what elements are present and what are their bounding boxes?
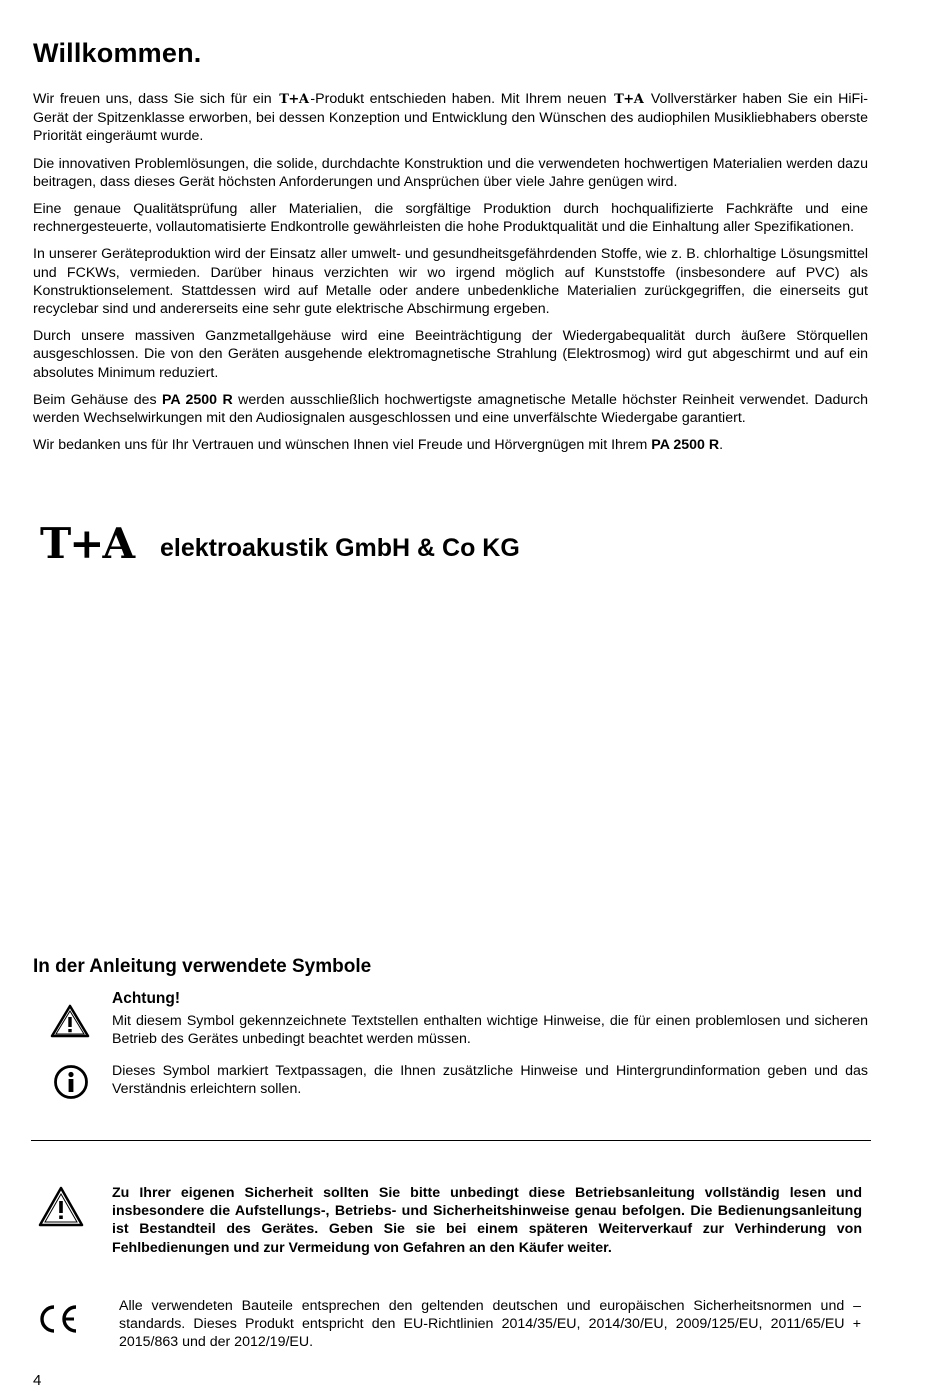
intro-paragraph-6: Beim Gehäuse des PA 2500 R werden ausschließlich hochwertigste amagnetische Metalle höchster Reinheit verwendet. Dadurch werden Wechselwirkungen mit den Audiosignalen ausgeschlossen und eine unverfälschte Wiedergabe garantiert. [33,391,868,427]
intro-paragraph-5: Durch unsere massiven Ganzmetallgehäuse wird eine Beeinträchtigung der Wiedergabequalität durch äußere Störquellen ausgeschlossen. Die von den Geräten ausgehende elektromagnetische Strahlung (Elektrosmog) wird gut abgeschirmt und auf ein absolutes Minimum reduziert. [33,328,868,381]
product-name: PA 2500 R [651,437,720,454]
brand-logo-inline: T+A [279,92,309,107]
intro-paragraph-1: Wir freuen uns, dass Sie sich für ein T+A -Produkt entschieden haben. Mit Ihrem neuen T+A Vollverstärker haben Sie ein HiFi-Gerät der Spitzenklasse erworben, bei dessen Konzeption und Entwicklung den Wünschen des audiophilen Musikliebhabers oberste Priorität eingeräumt wurde. [33,91,869,145]
intro-paragraph-2: Die innovativen Problemlösungen, die solide, durchdachte Konstruktion und die verwendeten hochwertigen Materialien werden dazu beitragen, dass dieses Gerät höchsten Anforderungen und Ansprüchen über viele Jahre genügen wird. [33,155,868,190]
product-name: PA 2500 R [161,391,233,408]
intro-paragraph-7: Wir bedanken uns für Ihr Vertrauen und wünschen Ihnen viel Freude und Hörvergnügen mit Ihrem PA 2500 R. [33,437,724,454]
warning-text: Mit diesem Symbol gekennzeichnete Textstellen enthalten wichtige Hinweise, die für einen problemlosen und sicheren Betrieb des Gerätes unbedingt beachtet werden müssen. [112,1013,868,1048]
safety-notice: Zu Ihrer eigenen Sicherheit sollten Sie bitte unbedingt diese Betriebsanleitung vollständig lesen und insbesondere die Aufstellungs-, Betriebs- und Sicherheitshinweise genau befolgen. Die Bedienungsanleitung ist Bestandteil des Gerätes. Geben Sie sie bei einem späteren Weiterverkauf zur Verhinderung von Fehlbedienungen und zur Vermeidung von Gefahren an den Käufer weiter. [112,1185,862,1256]
page-title: Willkommen. [33,38,202,68]
warning-label: Achtung! [112,990,181,1007]
brand-logo-inline: T+A [614,92,644,107]
warning-symbol-description [112,990,868,1049]
company-signature [40,519,520,568]
intro-paragraph-4: In unserer Geräteproduktion wird der Einsatz aller umwelt- und gesundheitsgefährdenden Stoffe, wie z. B. chlorhaltige Lösungsmittel und FCKWs, vermieden. Darüber hinaus verzichten wir wo irgend möglich auf Kunststoffe (insbesondere auf PVC) als Konstruktionselement. Stattdessen wird auf Metalle oder andere unbedenkliche Materialien zurückgegriffen, die einerseits gut recyclebar sind und andererseits eine sehr gute elektrische Abschirmung ergeben. [33,246,868,318]
page-number: 4 [33,1372,42,1389]
company-name: elektroakustik GmbH & Co KG [160,533,520,562]
symbols-heading: In der Anleitung verwendete Symbole [33,956,372,977]
info-symbol-description: Dieses Symbol markiert Textpassagen, die Ihnen zusätzliche Hinweise und Hintergrundinformation geben und das Verständnis erleichtern sollen. [112,1063,868,1098]
warning-triangle-icon [50,1004,90,1038]
ce-mark-icon [36,1303,80,1335]
brand-logo: T+A [40,519,134,568]
info-circle-icon [53,1064,89,1100]
ce-conformity-text: Alle verwendeten Bauteile entsprechen den geltenden deutschen und europäischen Sicherheitsnormen und –standards. Dieses Produkt entspricht den EU-Richtlinien 2014/35/EU, 2014/30/EU, 2009/125/EU, 2011/65/EU + 2015/863 und der 2012/19/EU. [119,1298,861,1351]
warning-triangle-icon [38,1186,84,1228]
divider [31,1140,871,1141]
intro-text [33,90,868,463]
intro-paragraph-3: Eine genaue Qualitätsprüfung aller Materialien, die sorgfältige Produktion durch hochqualifizierte Fachkräfte und eine rechnergesteuerte, vollautomatisierte Endkontrolle gewährleisten die hohe Produktqualität und die Einhaltung aller Spezifikationen. [33,201,868,236]
